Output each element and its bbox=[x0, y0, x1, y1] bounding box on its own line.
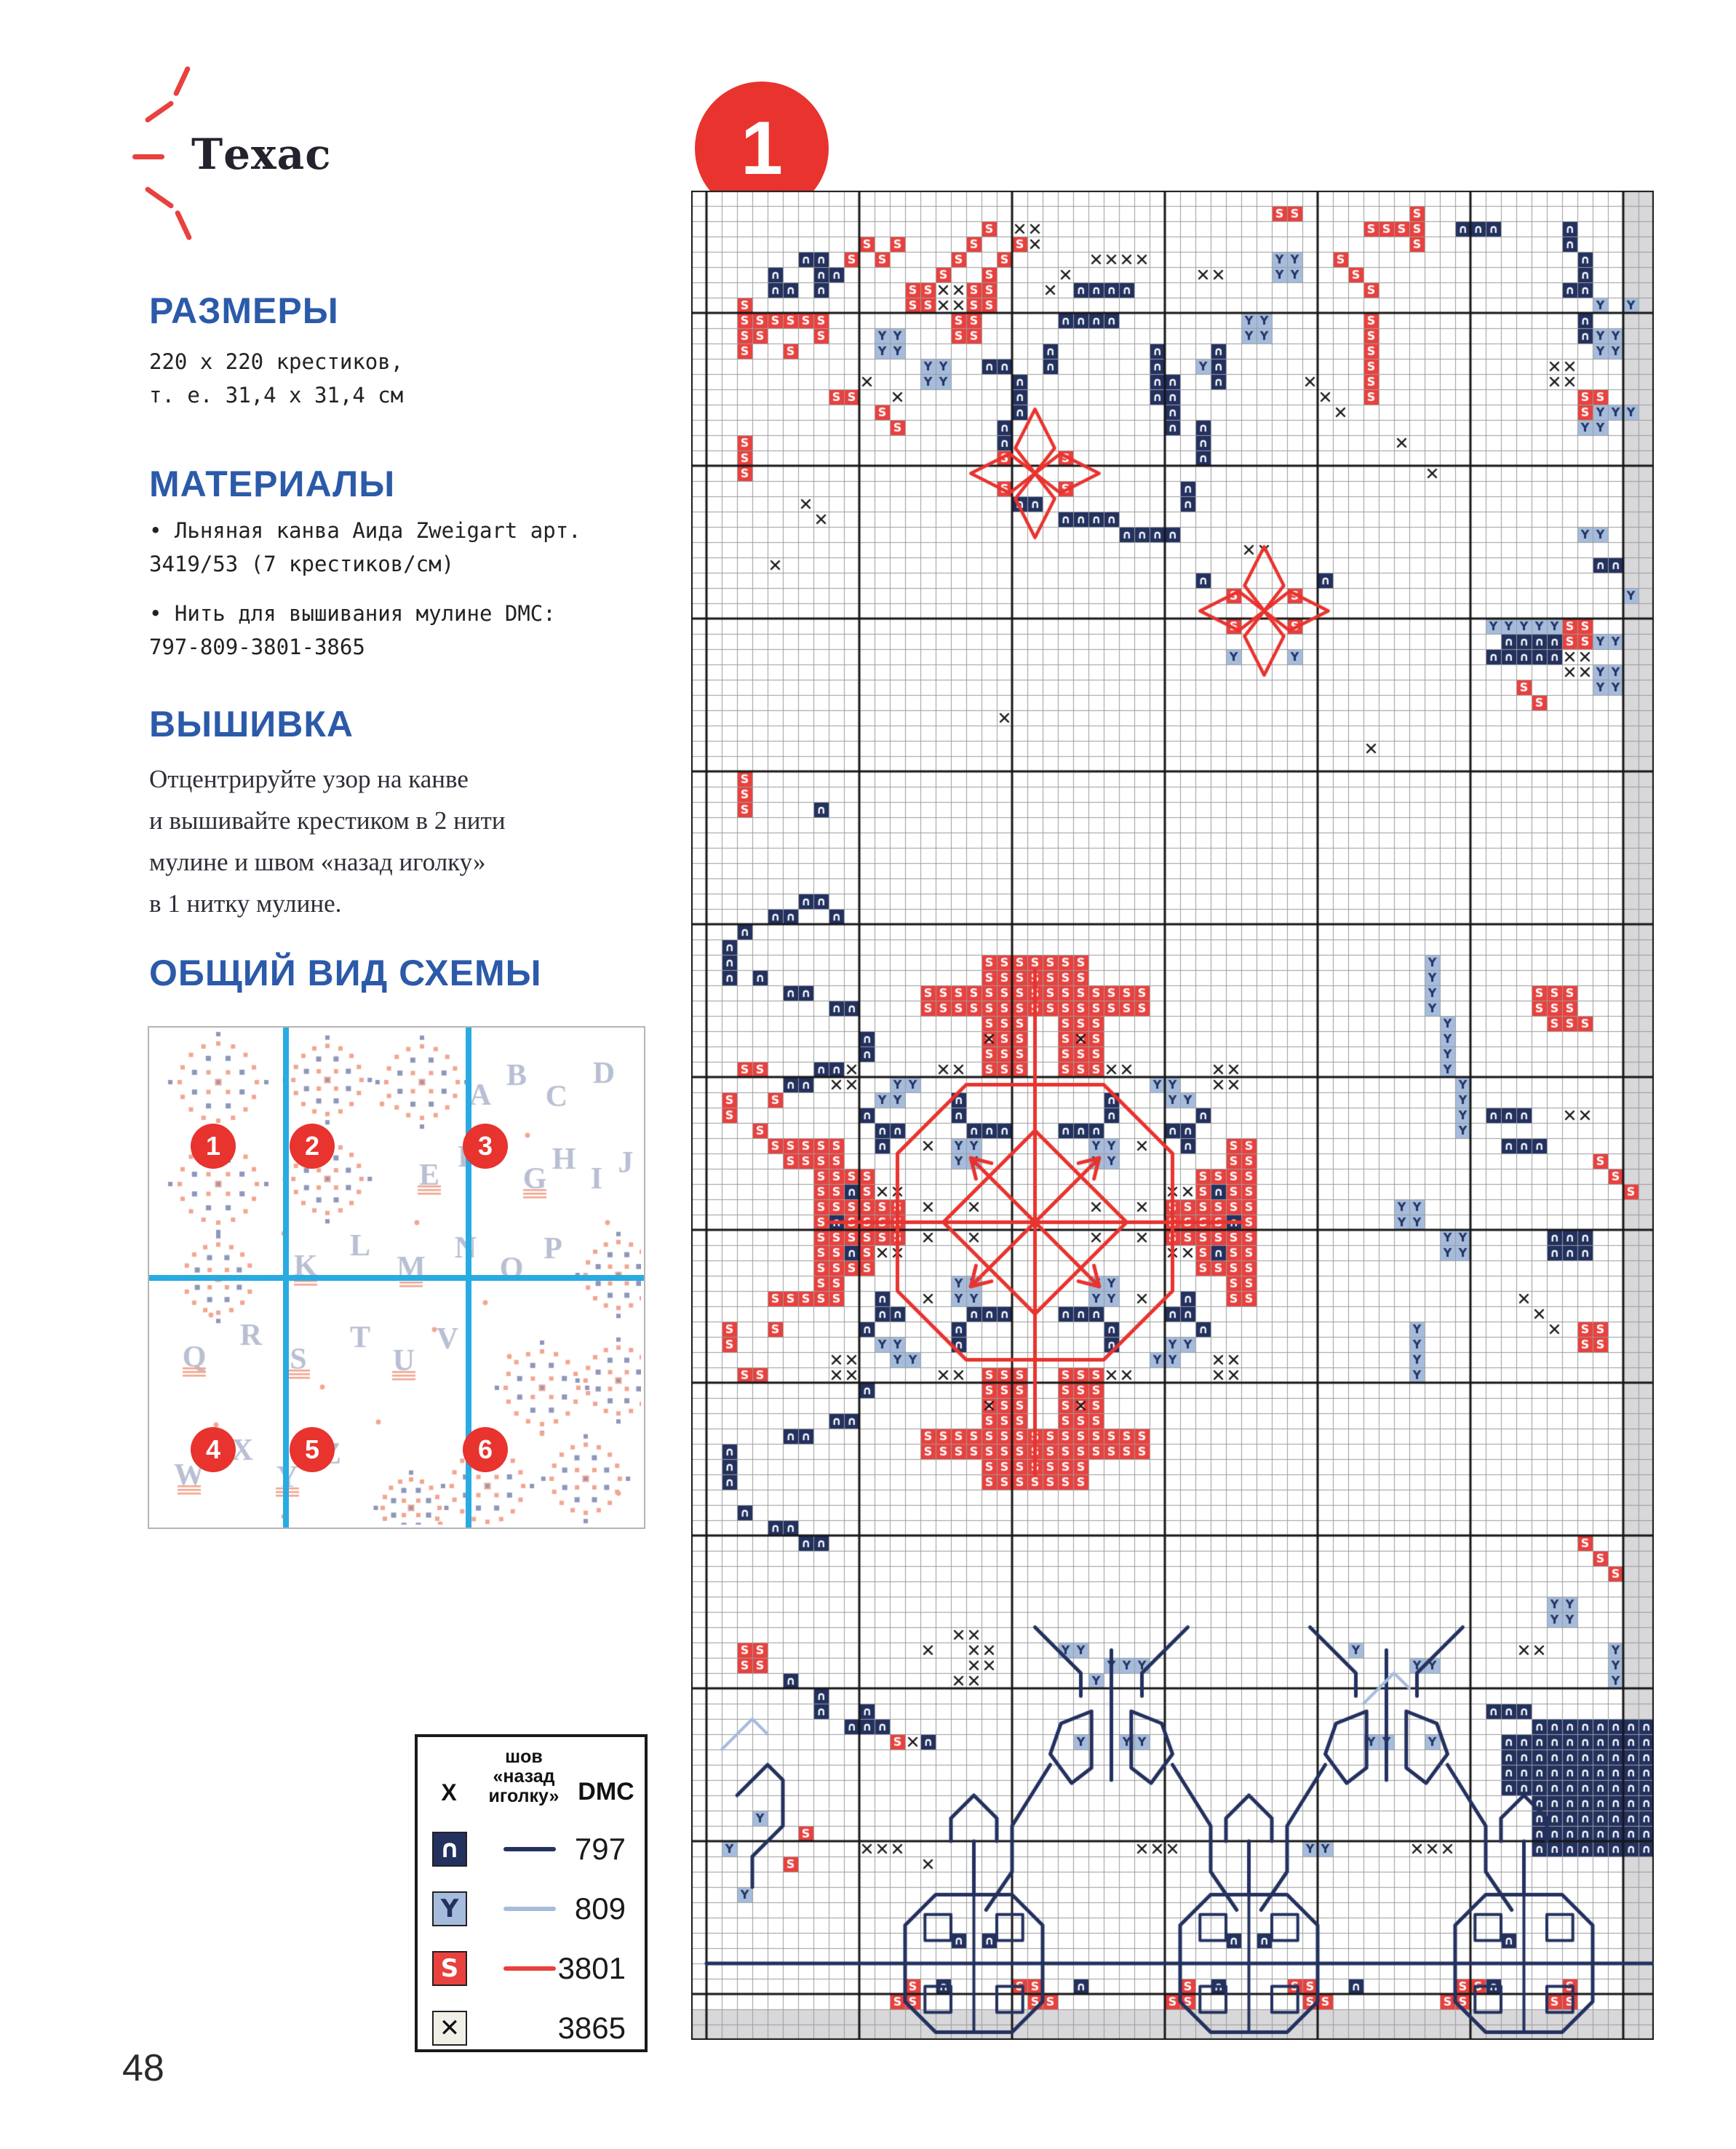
section-number-badge: 4 bbox=[191, 1427, 236, 1472]
dmc-number: 797 bbox=[574, 1832, 626, 1866]
legend-row bbox=[418, 1950, 645, 1987]
embroidery-text bbox=[149, 758, 506, 924]
materials-heading: МАТЕРИАЛЫ bbox=[149, 464, 396, 504]
section-number-badge: 6 bbox=[463, 1427, 508, 1472]
page-title: Техас bbox=[191, 130, 332, 179]
text-line: 797-809-3801-3865 bbox=[149, 635, 365, 659]
dmc-number: 3801 bbox=[557, 1951, 626, 1985]
section-number-badge: 3 bbox=[463, 1124, 508, 1169]
text-line: • Льняная канва Аида Zweigart арт. bbox=[149, 518, 581, 543]
legend-header-x: X bbox=[441, 1779, 457, 1806]
legend-box bbox=[415, 1734, 648, 2052]
pattern-chart-canvas bbox=[691, 191, 1654, 2040]
stitch-symbol-square: S bbox=[432, 1951, 467, 1986]
overview-preview-box bbox=[148, 1026, 645, 1529]
page-number: 48 bbox=[122, 2047, 164, 2089]
sizes-heading: РАЗМЕРЫ bbox=[149, 290, 339, 331]
section-number-badge: 1 bbox=[191, 1124, 236, 1169]
ray-line bbox=[144, 100, 175, 123]
text-line: мулине и швом «назад иголку» bbox=[149, 848, 486, 876]
chart-part-marker: 1 bbox=[695, 82, 829, 215]
embroidery-heading: ВЫШИВКА bbox=[149, 704, 354, 744]
stitch-symbol-square: Y bbox=[432, 1891, 467, 1926]
ray-line bbox=[144, 186, 175, 209]
legend-header-backstitch: шов «назад иголку» bbox=[488, 1747, 560, 1806]
dmc-number: 809 bbox=[574, 1891, 626, 1926]
stitch-symbol-square: ∩ bbox=[432, 1832, 467, 1867]
ray-line bbox=[175, 210, 193, 241]
section-number-badge: 5 bbox=[290, 1427, 335, 1472]
text-line: 220 x 220 крестиков, bbox=[149, 349, 404, 374]
sizes-text bbox=[149, 345, 403, 412]
stitch-symbol-square: ✕ bbox=[432, 2011, 467, 2046]
legend-header bbox=[418, 1747, 645, 1806]
text-line: и вышивайте крестиком в 2 нити bbox=[149, 806, 506, 835]
overview-heading: ОБЩИЙ ВИД СХЕМЫ bbox=[149, 953, 542, 993]
text-line: Отцентрируйте узор на канве bbox=[149, 765, 469, 793]
backstitch-dash-icon bbox=[503, 1966, 556, 1971]
section-number-badge: 2 bbox=[290, 1124, 335, 1169]
legend-header-dmc: DMC bbox=[578, 1778, 634, 1806]
legend-row bbox=[418, 1830, 645, 1868]
backstitch-dash-icon bbox=[503, 1847, 556, 1851]
legend-row bbox=[418, 1890, 645, 1928]
backstitch-dash-icon bbox=[503, 1907, 556, 1911]
text-line: в 1 нитку мулине. bbox=[149, 889, 342, 918]
ray-line bbox=[132, 154, 164, 159]
dmc-number: 3865 bbox=[557, 2011, 626, 2045]
text-line: • Нить для вышивания мулине DMC: bbox=[149, 601, 556, 626]
divider-line bbox=[149, 1275, 644, 1281]
materials-text bbox=[149, 514, 581, 664]
ray-line bbox=[173, 65, 191, 97]
legend-row bbox=[418, 2009, 645, 2047]
text-line: 3419/53 (7 крестиков/см) bbox=[149, 552, 455, 576]
text-line: т. е. 31,4 x 31,4 см bbox=[149, 383, 404, 408]
